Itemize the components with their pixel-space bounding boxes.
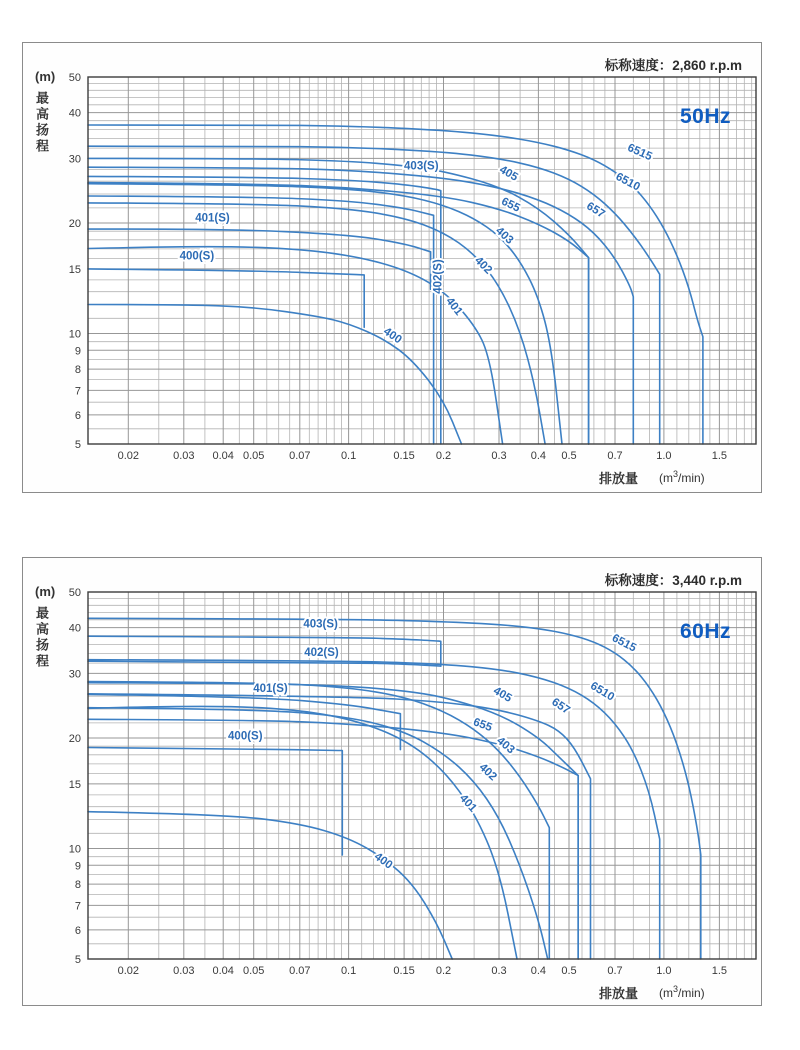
curve-label-655: 655 xyxy=(499,195,522,215)
x-tick-0.07: 0.07 xyxy=(289,450,311,462)
curve-label-400(S): 400(S) xyxy=(179,250,215,263)
y-tick-10: 10 xyxy=(68,328,81,341)
curve-label-400: 400 xyxy=(371,850,395,872)
curve-label-6510: 6510 xyxy=(588,680,617,704)
y-tick-9: 9 xyxy=(74,345,81,358)
y-tick-8: 8 xyxy=(74,364,81,377)
curve-label-657: 657 xyxy=(584,200,607,221)
x-tick-0.5: 0.5 xyxy=(561,450,577,462)
chart-title: 标称速度：3,440 r.p.m xyxy=(604,573,742,588)
curve-label-405: 405 xyxy=(497,163,520,184)
y-tick-5: 5 xyxy=(74,954,81,966)
plot-area xyxy=(88,592,756,959)
curve-label-6515: 6515 xyxy=(625,141,654,164)
x-tick-0.05: 0.05 xyxy=(242,965,265,977)
y-tick-7: 7 xyxy=(74,385,81,398)
x-unit-sup: 3 xyxy=(673,469,679,479)
x-tick-1.5: 1.5 xyxy=(711,450,728,462)
y-tick-9: 9 xyxy=(74,860,81,873)
x-tick-0.3: 0.3 xyxy=(491,965,507,977)
y-tick-40: 40 xyxy=(68,107,81,120)
x-tick-0.07: 0.07 xyxy=(289,965,311,977)
curve-label-405: 405 xyxy=(491,684,514,705)
x-tick-0.03: 0.03 xyxy=(173,450,195,462)
x-unit-post: /min) xyxy=(678,471,705,485)
y-axis-unit: (m) xyxy=(35,584,56,599)
x-tick-1.0: 1.0 xyxy=(656,450,672,462)
curve-label-6510: 6510 xyxy=(613,170,642,194)
curve-label-400(S): 400(S) xyxy=(228,730,263,743)
y-tick-20: 20 xyxy=(68,733,81,745)
curve-label-402: 402 xyxy=(476,761,499,784)
x-unit-sup: 3 xyxy=(673,984,679,994)
curve-label-655: 655 xyxy=(471,716,494,735)
x-tick-0.03: 0.03 xyxy=(173,965,195,977)
x-axis-unit xyxy=(659,469,705,485)
y-tick-15: 15 xyxy=(68,263,81,276)
y-tick-30: 30 xyxy=(68,153,81,166)
x-tick-0.4: 0.4 xyxy=(530,450,547,462)
x-unit-pre: (m xyxy=(659,986,673,1000)
frequency-badge: 60Hz xyxy=(679,620,731,643)
y-axis-title: 最高扬程 xyxy=(34,91,49,155)
plot-svg-50hz xyxy=(23,43,763,494)
x-tick-0.05: 0.05 xyxy=(242,450,265,462)
plot-svg-60hz xyxy=(23,558,763,1007)
x-tick-0.5: 0.5 xyxy=(561,965,577,977)
x-tick-0.3: 0.3 xyxy=(491,450,507,462)
x-tick-0.02: 0.02 xyxy=(117,965,140,977)
curve-label-401(S): 401(S) xyxy=(253,683,288,695)
curve-label-401: 401 xyxy=(443,295,465,318)
x-unit-post: /min) xyxy=(678,986,705,1000)
x-tick-0.15: 0.15 xyxy=(393,450,415,462)
curve-label-402(S): 402(S) xyxy=(432,259,445,294)
x-tick-0.04: 0.04 xyxy=(212,965,234,977)
y-tick-40: 40 xyxy=(68,622,81,635)
x-tick-0.2: 0.2 xyxy=(435,965,452,977)
x-axis-title: 排放量 xyxy=(599,471,639,486)
curve-label-401(S): 401(S) xyxy=(195,212,230,225)
curve-label-402(S): 402(S) xyxy=(304,646,339,659)
curve-label-403(S): 403(S) xyxy=(404,160,439,173)
x-axis-unit xyxy=(659,984,705,1000)
frequency-badge: 50Hz xyxy=(679,105,731,128)
x-tick-0.7: 0.7 xyxy=(607,965,623,977)
curve-label-400: 400 xyxy=(381,325,404,347)
y-tick-10: 10 xyxy=(68,843,81,856)
x-tick-0.02: 0.02 xyxy=(117,450,140,462)
y-tick-8: 8 xyxy=(74,879,81,892)
x-tick-0.1: 0.1 xyxy=(340,965,357,977)
y-tick-15: 15 xyxy=(68,778,81,791)
y-tick-50: 50 xyxy=(68,587,81,599)
curve-label-403: 403 xyxy=(493,224,516,247)
x-unit-pre: (m xyxy=(659,471,673,485)
chart-panel-50hz xyxy=(22,42,762,493)
curve-label-402: 402 xyxy=(472,254,495,277)
x-tick-0.2: 0.2 xyxy=(435,450,452,462)
y-tick-5: 5 xyxy=(74,439,81,451)
curve-label-6515: 6515 xyxy=(609,632,639,655)
x-tick-1.0: 1.0 xyxy=(656,965,672,977)
y-axis-unit: (m) xyxy=(35,69,56,84)
y-tick-20: 20 xyxy=(68,218,81,230)
x-tick-0.7: 0.7 xyxy=(607,450,623,462)
y-tick-30: 30 xyxy=(68,668,81,681)
x-tick-0.1: 0.1 xyxy=(340,450,357,462)
x-tick-0.15: 0.15 xyxy=(393,965,415,977)
x-tick-0.04: 0.04 xyxy=(212,450,234,462)
x-axis-title: 排放量 xyxy=(599,986,639,1001)
x-tick-1.5: 1.5 xyxy=(711,965,728,977)
y-tick-7: 7 xyxy=(74,900,81,913)
y-axis-title: 最高扬程 xyxy=(34,606,49,670)
x-tick-0.4: 0.4 xyxy=(530,965,547,977)
y-tick-6: 6 xyxy=(74,924,81,937)
y-tick-6: 6 xyxy=(74,409,81,422)
curve-label-657: 657 xyxy=(549,696,572,717)
curve-label-403(S): 403(S) xyxy=(303,618,338,631)
chart-panel-60hz xyxy=(22,557,762,1006)
curve-label-401: 401 xyxy=(456,792,479,815)
chart-title: 标称速度：2,860 r.p.m xyxy=(604,58,742,73)
curve-label-403: 403 xyxy=(494,734,517,757)
y-tick-50: 50 xyxy=(68,72,81,84)
